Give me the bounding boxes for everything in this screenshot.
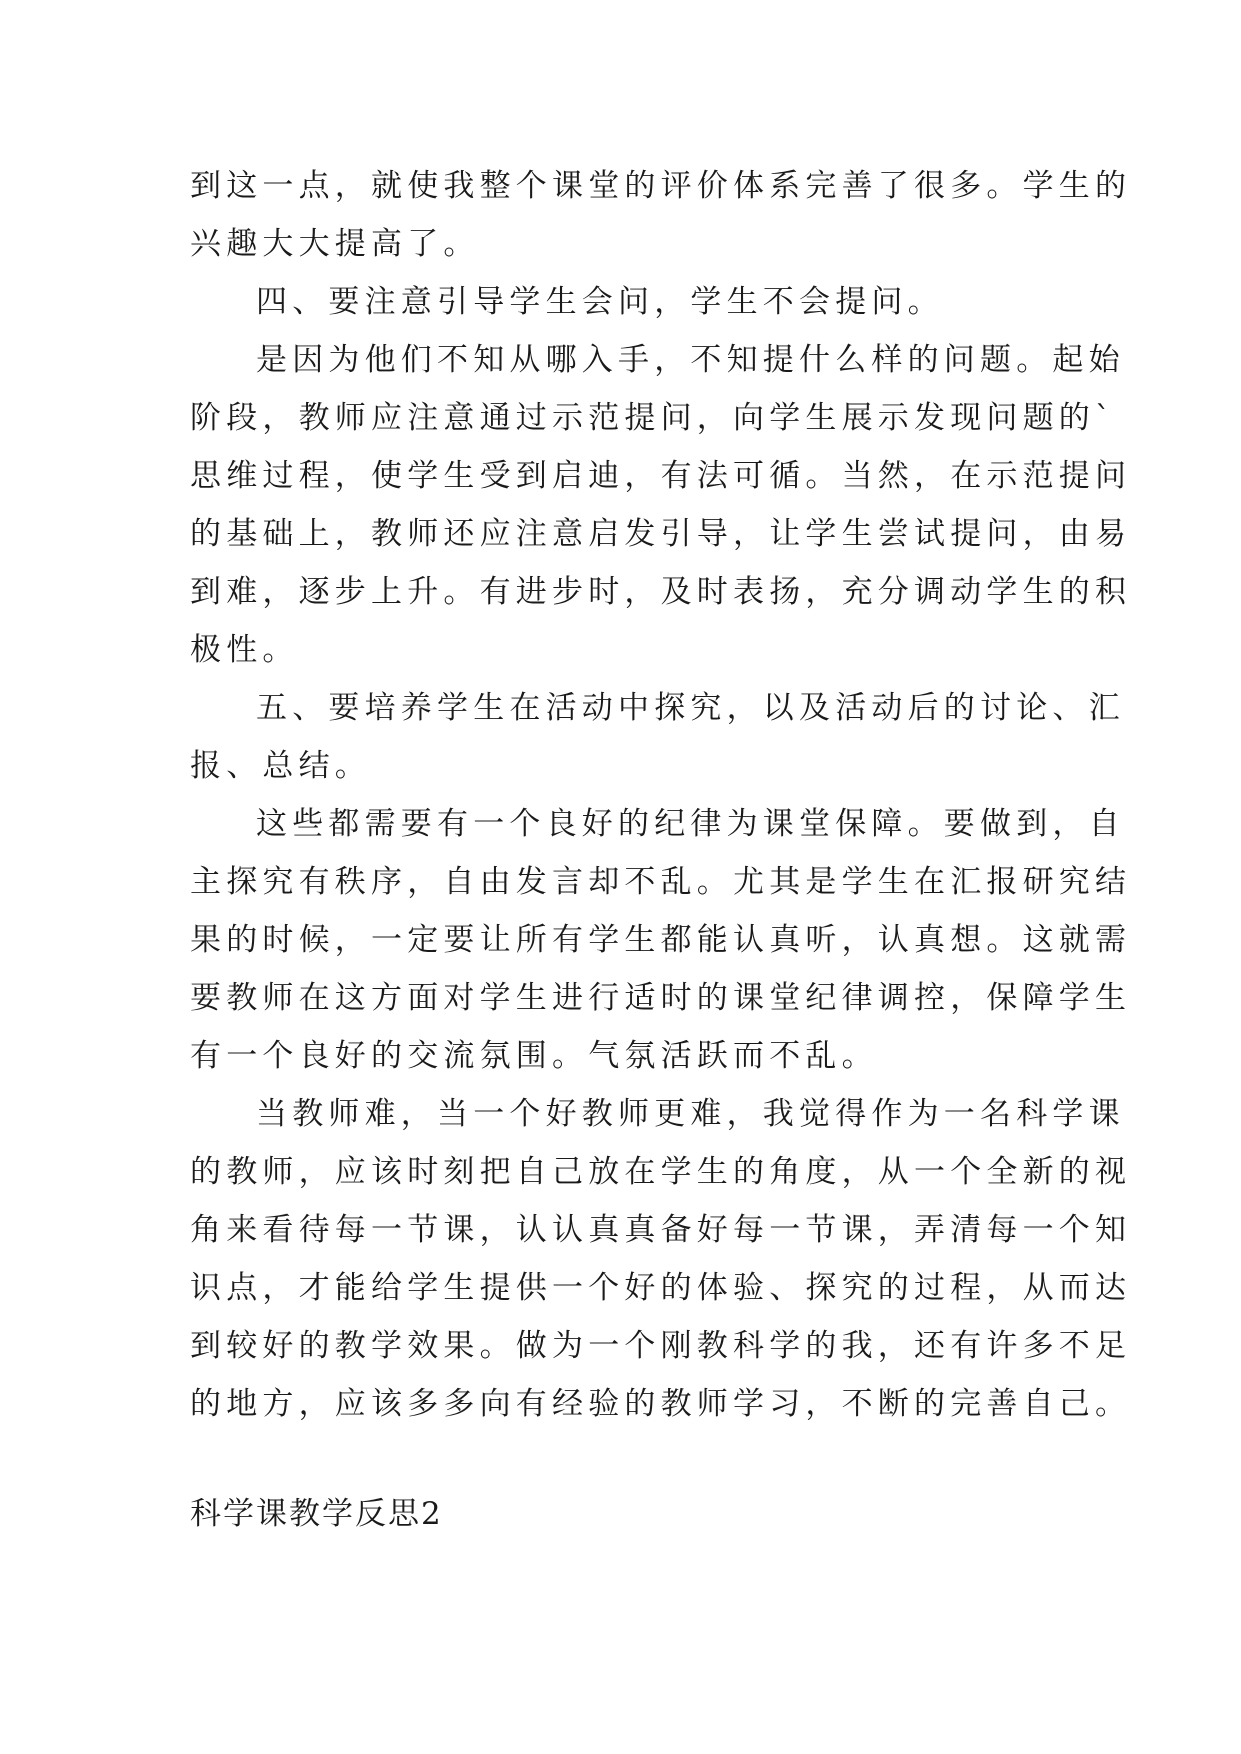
body-line: 有一个良好的交流氛围。气氛活跃而不乱。 <box>190 1038 878 1074</box>
body-line: 的地方，应该多多向有经验的教师学习，不断的完善自己。 <box>190 1386 1132 1422</box>
body-line: 到这一点，就使我整个课堂的评价体系完善了很多。学生的 <box>190 168 1132 204</box>
paragraph-start: 当教师难，当一个好教师更难，我觉得作为一名科学课 <box>256 1096 1125 1132</box>
body-line: 的基础上，教师还应注意启发引导，让学生尝试提问，由易 <box>190 516 1132 552</box>
body-line: 主探究有秩序，自由发言却不乱。尤其是学生在汇报研究结 <box>190 864 1132 900</box>
body-line: 极性。 <box>190 632 299 668</box>
body-line: 识点，才能给学生提供一个好的体验、探究的过程，从而达 <box>190 1270 1132 1306</box>
body-line: 的教师，应该时刻把自己放在学生的角度，从一个全新的视 <box>190 1154 1132 1190</box>
paragraph-start: 这些都需要有一个良好的纪律为课堂保障。要做到，自 <box>256 806 1125 842</box>
body-line: 兴趣大大提高了。 <box>190 226 480 262</box>
body-line: 思维过程，使学生受到启迪，有法可循。当然，在示范提问 <box>190 458 1132 494</box>
body-line: 果的时候，一定要让所有学生都能认真听，认真想。这就需 <box>190 922 1132 958</box>
body-line: 报、总结。 <box>190 748 371 784</box>
section-title: 科学课教学反思2 <box>190 1496 443 1532</box>
body-line: 阶段，教师应注意通过示范提问，向学生展示发现问题的` <box>190 400 1116 436</box>
body-line: 到较好的教学效果。做为一个刚教科学的我，还有许多不足 <box>190 1328 1132 1364</box>
body-line: 到难，逐步上升。有进步时，及时表扬，充分调动学生的积 <box>190 574 1132 610</box>
body-line: 角来看待每一节课，认认真真备好每一节课，弄清每一个知 <box>190 1212 1132 1248</box>
section-heading-five: 五、要培养学生在活动中探究，以及活动后的讨论、汇 <box>256 690 1125 726</box>
section-heading-four: 四、要注意引导学生会问，学生不会提问。 <box>256 284 944 320</box>
paragraph-start: 是因为他们不知从哪入手，不知提什么样的问题。起始 <box>256 342 1125 378</box>
body-line: 要教师在这方面对学生进行适时的课堂纪律调控，保障学生 <box>190 980 1132 1016</box>
